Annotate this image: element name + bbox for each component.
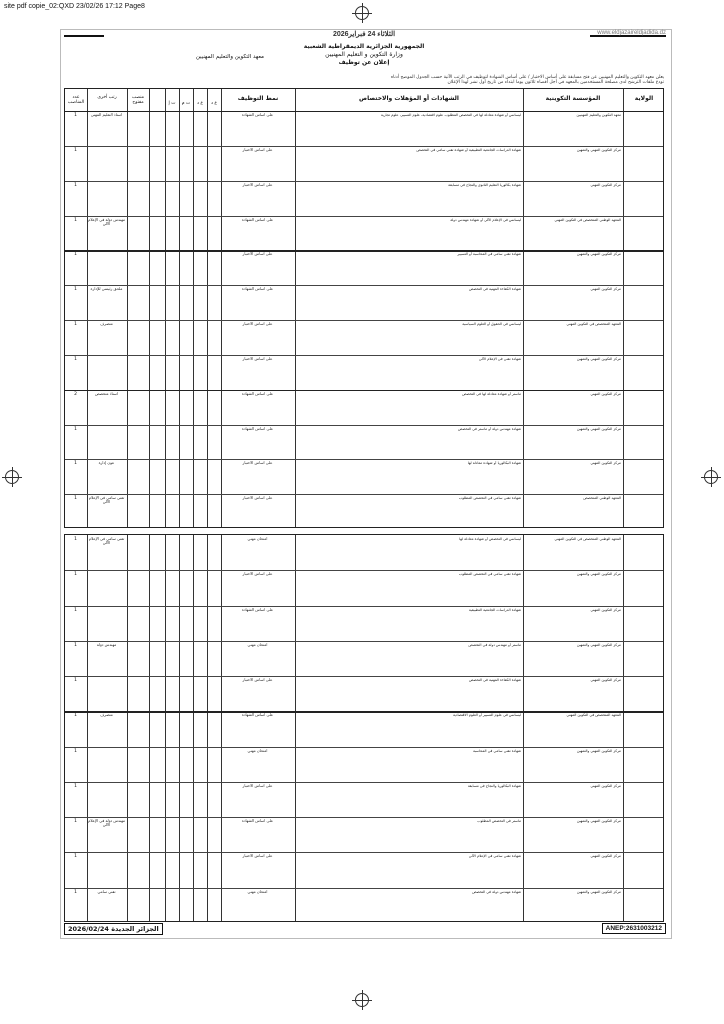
qualification-cell: شهادة الكفاءة المهنية في التخصص bbox=[468, 678, 521, 683]
recruitment-mode-cell: على أساس الاختبار bbox=[242, 783, 273, 788]
recruitment-mode-cell: امتحان مهني bbox=[247, 889, 268, 894]
recruitment-mode-cell: امتحان مهني bbox=[247, 748, 268, 753]
qualification-cell: شهادة تقني سامي في المحاسبة أو التسيير bbox=[457, 252, 521, 257]
page-header bbox=[64, 30, 666, 42]
recruitment-mode-cell: امتحان مهني bbox=[247, 642, 268, 647]
qualification-cell: شهادة الدراسات الجامعية التطبيقية أو شهادة تقني سامي في التخصص bbox=[416, 147, 521, 152]
table-row-divider bbox=[65, 782, 663, 783]
column-subheader: ت إ bbox=[168, 101, 176, 106]
qualification-cell: شهادة الكفاءة المهنية في التخصص bbox=[468, 287, 521, 292]
post-count-cell: 1 bbox=[74, 819, 77, 825]
column-header-open: منصب مفتوح bbox=[131, 95, 145, 105]
institution-cell: مركز التكوين المهني والتمهين bbox=[576, 572, 621, 577]
recruitment-mode-cell: على أساس الاختبار bbox=[242, 356, 273, 361]
recruitment-mode-cell: على أساس الاختبار bbox=[242, 678, 273, 683]
post-count-cell: 1 bbox=[74, 426, 77, 432]
table-row-divider bbox=[65, 676, 663, 677]
post-count-cell: 1 bbox=[74, 287, 77, 293]
table-column-divider bbox=[207, 535, 208, 921]
newspaper-footer: الجزائر الجديدة 2026/02/24 bbox=[64, 923, 163, 935]
other-grade-cell bbox=[88, 427, 125, 459]
page-date: 2026الثلاثاء 24 فبراير bbox=[332, 31, 396, 38]
institution-cell: مركز التكوين المهني bbox=[590, 678, 621, 683]
post-count-cell: 1 bbox=[74, 572, 77, 578]
table-column-divider bbox=[127, 535, 128, 921]
qualification-cell: ليسانس في التخصص أو شهادة معادلة لها bbox=[459, 537, 521, 541]
table-column-divider bbox=[179, 535, 180, 921]
other-grade-cell: تقني سامي في الإعلام الآلي bbox=[88, 537, 125, 546]
table-header-divider bbox=[65, 111, 663, 112]
other-grade-cell bbox=[88, 678, 125, 710]
table-row-divider bbox=[65, 216, 663, 217]
institution-cell: مركز التكوين المهني والتمهين bbox=[576, 889, 621, 894]
registration-mark-icon bbox=[355, 6, 369, 20]
intro-line: تودع ملفات الترشح لدى مصلحة المستخدمين بالمعهد في أجل أقصاه ثلاثون يوما ابتداء من تاريخ أول نشر لهذا الإعلان bbox=[447, 79, 664, 85]
institution-cell: مركز التكوين المهني bbox=[590, 783, 621, 788]
table-row-divider bbox=[65, 146, 663, 147]
post-count-cell: 1 bbox=[74, 113, 77, 118]
institution-cell: المعهد المتخصص في التكوين المهني bbox=[566, 713, 621, 718]
institution-cell: مركز التكوين المهني bbox=[590, 461, 621, 466]
qualification-cell: شهادة تقني في الإعلام الآلي bbox=[478, 356, 521, 361]
recruitment-mode-cell: على أساس الشهادة bbox=[241, 819, 274, 824]
column-header-wil: الولاية bbox=[634, 95, 654, 102]
qualification-cell: ليسانس في الحقوق أو العلوم السياسية bbox=[462, 322, 521, 326]
other-grade-cell bbox=[88, 183, 125, 215]
site-url: www.eldjazaireldjadida.dz bbox=[597, 30, 666, 36]
post-count-cell: 1 bbox=[74, 713, 77, 719]
post-count-cell: 1 bbox=[74, 642, 77, 648]
recruitment-table-1 bbox=[64, 88, 664, 528]
post-count-cell: 1 bbox=[74, 678, 77, 684]
table-row-divider bbox=[65, 320, 663, 321]
table-column-divider bbox=[623, 535, 624, 921]
institution-cell: مركز التكوين المهني والتمهين bbox=[576, 819, 621, 824]
institution-cell: معهد التكوين والتعليم المهنيين bbox=[576, 113, 621, 117]
registration-mark-icon bbox=[704, 470, 718, 484]
column-header-count: عدد المناصب bbox=[67, 95, 85, 105]
column-header-qual: الشهادات أو المؤهلات والاختصاص bbox=[359, 95, 459, 102]
table-row-divider bbox=[65, 606, 663, 607]
republic-title: الجمهورية الجزائرية الديمقراطية الشعبية bbox=[303, 43, 425, 50]
qualification-cell: ليسانس في الإعلام الآلي أو شهادة مهندس دولة bbox=[450, 217, 521, 222]
post-count-cell: 1 bbox=[74, 322, 77, 327]
institution-cell: مركز التكوين المهني والتمهين bbox=[576, 748, 621, 753]
post-count-cell: 1 bbox=[74, 217, 77, 223]
other-grade-cell: تقني سامي في الإعلام الآلي bbox=[88, 496, 125, 505]
recruitment-mode-cell: على أساس الاختبار bbox=[242, 147, 273, 152]
qualification-cell: شهادة مهندس دولة في التخصص bbox=[472, 889, 521, 894]
wilaya-group-divider bbox=[65, 711, 663, 713]
post-count-cell: 2 bbox=[74, 391, 77, 397]
table-row-divider bbox=[65, 494, 663, 495]
post-count-cell: 1 bbox=[74, 783, 77, 789]
recruitment-mode-cell: على أساس الاختبار bbox=[242, 182, 273, 187]
post-count-cell: 1 bbox=[74, 748, 77, 754]
qualification-cell: شهادة تقني سامي في التخصص المطلوب bbox=[458, 496, 521, 501]
post-count-cell: 1 bbox=[74, 252, 77, 258]
post-count-cell: 1 bbox=[74, 496, 77, 502]
wilaya-group-divider bbox=[65, 390, 663, 392]
other-grade-cell: عون إدارة bbox=[98, 461, 115, 466]
table-column-divider bbox=[165, 89, 166, 527]
institution-cell: المعهد الوطني المتخصص في التكوين المهني bbox=[554, 217, 621, 222]
table-row-divider bbox=[65, 888, 663, 889]
recruitment-mode-cell: امتحان مهني bbox=[247, 537, 268, 541]
post-count-cell: 1 bbox=[74, 356, 77, 362]
other-grade-cell: متصرف bbox=[100, 322, 113, 326]
other-grade-cell bbox=[88, 252, 125, 284]
recruitment-table-2 bbox=[64, 534, 664, 922]
recruitment-mode-cell: على أساس الاختبار bbox=[242, 461, 273, 466]
ministry-title: وزارة التكوين و التعليم المهنيين bbox=[325, 51, 403, 58]
anep-reference: ANEP:2631003212 bbox=[602, 923, 666, 934]
post-count-cell: 1 bbox=[74, 607, 77, 613]
institution-cell: المعهد الوطني المتخصص bbox=[583, 496, 621, 501]
other-grade-cell: مهندس دولة في الإعلام الآلي bbox=[88, 819, 125, 828]
table-row-divider bbox=[65, 355, 663, 356]
qualification-cell: شهادة البكالوريا أو شهادة معادلة لها bbox=[467, 461, 521, 466]
print-header-text: site pdf copie_02:QXD 23/02/26 17:12 Page8 bbox=[4, 3, 145, 10]
table-row-divider bbox=[65, 570, 663, 571]
registration-mark-icon bbox=[5, 470, 19, 484]
post-count-cell: 1 bbox=[74, 537, 77, 542]
institution-cell: مركز التكوين المهني والتمهين bbox=[576, 147, 621, 152]
other-grade-cell: مهندس دولة bbox=[96, 642, 117, 647]
other-grade-cell: مهندس دولة في الإعلام الآلي bbox=[88, 217, 125, 226]
recruitment-mode-cell: على أساس الاختبار bbox=[242, 252, 273, 257]
other-grade-cell: أستاذ التعليم المهني bbox=[90, 113, 123, 117]
column-subheader: ت م bbox=[181, 101, 191, 106]
institution-cell: المعهد المتخصص في التكوين المهني bbox=[566, 322, 621, 326]
column-subheader: ع د bbox=[210, 101, 218, 106]
institution-cell: مركز التكوين المهني والتمهين bbox=[576, 642, 621, 647]
other-grade-cell bbox=[88, 357, 125, 389]
table-column-divider bbox=[165, 535, 166, 921]
recruitment-mode-cell: على أساس الاختبار bbox=[242, 854, 273, 859]
post-count-cell: 1 bbox=[74, 147, 77, 153]
recruitment-mode-cell: على أساس الشهادة bbox=[241, 426, 274, 431]
institution-cell: مركز التكوين المهني والتمهين bbox=[576, 356, 621, 361]
other-grade-cell bbox=[88, 854, 125, 886]
qualification-cell: ماستر أو مهندس دولة في التخصص bbox=[468, 642, 521, 647]
recruitment-mode-cell: على أساس الشهادة bbox=[241, 217, 274, 222]
column-header-inst: المؤسسة التكوينية bbox=[545, 95, 601, 102]
institution-cell: مركز التكوين المهني bbox=[590, 182, 621, 187]
recruitment-mode-cell: على أساس الاختبار bbox=[242, 496, 273, 501]
qualification-cell: شهادة تقني سامي في التخصص المطلوب bbox=[458, 572, 521, 577]
wilaya-group-divider bbox=[65, 250, 663, 252]
institution-cell: مركز التكوين المهني والتمهين bbox=[576, 252, 621, 257]
page-footer bbox=[64, 923, 666, 935]
recruitment-mode-cell: على أساس الشهادة bbox=[241, 713, 274, 718]
other-grade-cell bbox=[88, 749, 125, 781]
institution-cell: مركز التكوين المهني والتمهين bbox=[576, 426, 621, 431]
qualification-cell: ماستر في التخصص المطلوب bbox=[477, 819, 521, 824]
post-count-cell: 1 bbox=[74, 889, 77, 895]
column-subheader: ع د bbox=[196, 101, 204, 106]
table-column-divider bbox=[179, 89, 180, 527]
other-grade-cell bbox=[88, 148, 125, 180]
intro-line: يعلن معهد التكوين والتعليم المهنيين عن فتح مسابقة على أساس الاختبار / على أساس الشهادة لتوظيف في الرتب الآتية حسب الجدول الموضح أدناه bbox=[390, 75, 664, 80]
institution-cell: مركز التكوين المهني bbox=[590, 607, 621, 612]
post-count-cell: 1 bbox=[74, 854, 77, 860]
table-column-divider bbox=[207, 89, 208, 527]
table-column-divider bbox=[623, 89, 624, 527]
post-count-cell: 1 bbox=[74, 461, 77, 467]
table-row-divider bbox=[65, 459, 663, 460]
table-column-divider bbox=[149, 89, 150, 527]
institution-cell: مركز التكوين المهني bbox=[590, 287, 621, 292]
notice-title: إعلان عن توظيف bbox=[338, 59, 390, 66]
table-row-divider bbox=[65, 817, 663, 818]
qualification-cell: شهادة تقني سامي في المحاسبة bbox=[472, 748, 521, 753]
table-row-divider bbox=[65, 285, 663, 286]
registration-mark-icon bbox=[355, 993, 369, 1007]
table-column-divider bbox=[149, 535, 150, 921]
institution-cell: المعهد الوطني المتخصص في التكوين المهني bbox=[554, 537, 621, 541]
institution-cell: مركز التكوين المهني bbox=[590, 391, 621, 396]
other-grade-cell: متصرف bbox=[100, 713, 113, 718]
column-header-other: رتب أخرى bbox=[97, 95, 117, 100]
table-column-divider bbox=[127, 89, 128, 527]
qualification-cell: شهادة مهندس دولة أو ماستر في التخصص bbox=[458, 426, 521, 431]
other-grade-cell: تقني سامي bbox=[97, 889, 116, 894]
qualification-cell: ماستر أو شهادة معادلة لها في التخصص bbox=[462, 391, 521, 396]
recruitment-mode-cell: على أساس الشهادة bbox=[241, 113, 274, 117]
qualification-cell: شهادة الدراسات الجامعية التطبيقية bbox=[468, 607, 521, 612]
other-grade-cell: أستاذ متخصص bbox=[94, 391, 118, 396]
qualification-cell: شهادة تقني سامي في الإعلام الآلي bbox=[468, 854, 521, 859]
other-grade-cell bbox=[88, 608, 125, 640]
table-row-divider bbox=[65, 747, 663, 748]
institution-cell: مركز التكوين المهني bbox=[590, 854, 621, 859]
recruitment-mode-cell: على أساس الشهادة bbox=[241, 391, 274, 396]
column-header-mode: نمط التوظيف bbox=[237, 95, 279, 102]
other-grade-cell bbox=[88, 572, 125, 604]
qualification-cell: شهادة بكالوريا التعليم الثانوي والنجاح في مسابقة bbox=[448, 182, 521, 187]
table-row-divider bbox=[65, 641, 663, 642]
recruitment-mode-cell: على أساس الاختبار bbox=[242, 322, 273, 326]
table-row-divider bbox=[65, 852, 663, 853]
table-column-divider bbox=[193, 535, 194, 921]
post-count-cell: 1 bbox=[74, 182, 77, 188]
table-column-divider bbox=[193, 89, 194, 527]
table-row-divider bbox=[65, 181, 663, 182]
qualification-cell: شهادة البكالوريا والنجاح في مسابقة bbox=[467, 783, 521, 788]
recruitment-mode-cell: على أساس الاختبار bbox=[242, 572, 273, 577]
other-grade-cell: ملحق رئيسي للإدارة bbox=[90, 287, 123, 292]
notice-titles bbox=[64, 43, 664, 75]
other-grade-cell bbox=[88, 784, 125, 816]
qualification-cell: ليسانس في علوم التسيير أو العلوم الاقتصادية bbox=[452, 713, 521, 718]
recruitment-mode-cell: على أساس الشهادة bbox=[241, 607, 274, 612]
recruitment-mode-cell: على أساس الشهادة bbox=[241, 287, 274, 292]
qualification-cell: ليسانس أو شهادة معادلة لها في التخصص المطلوب علوم اقتصادية، علوم التسيير، علوم تجارية bbox=[380, 113, 521, 117]
table-row-divider bbox=[65, 425, 663, 426]
institute-title: معهد التكوين والتعليم المهنيين bbox=[195, 54, 264, 60]
